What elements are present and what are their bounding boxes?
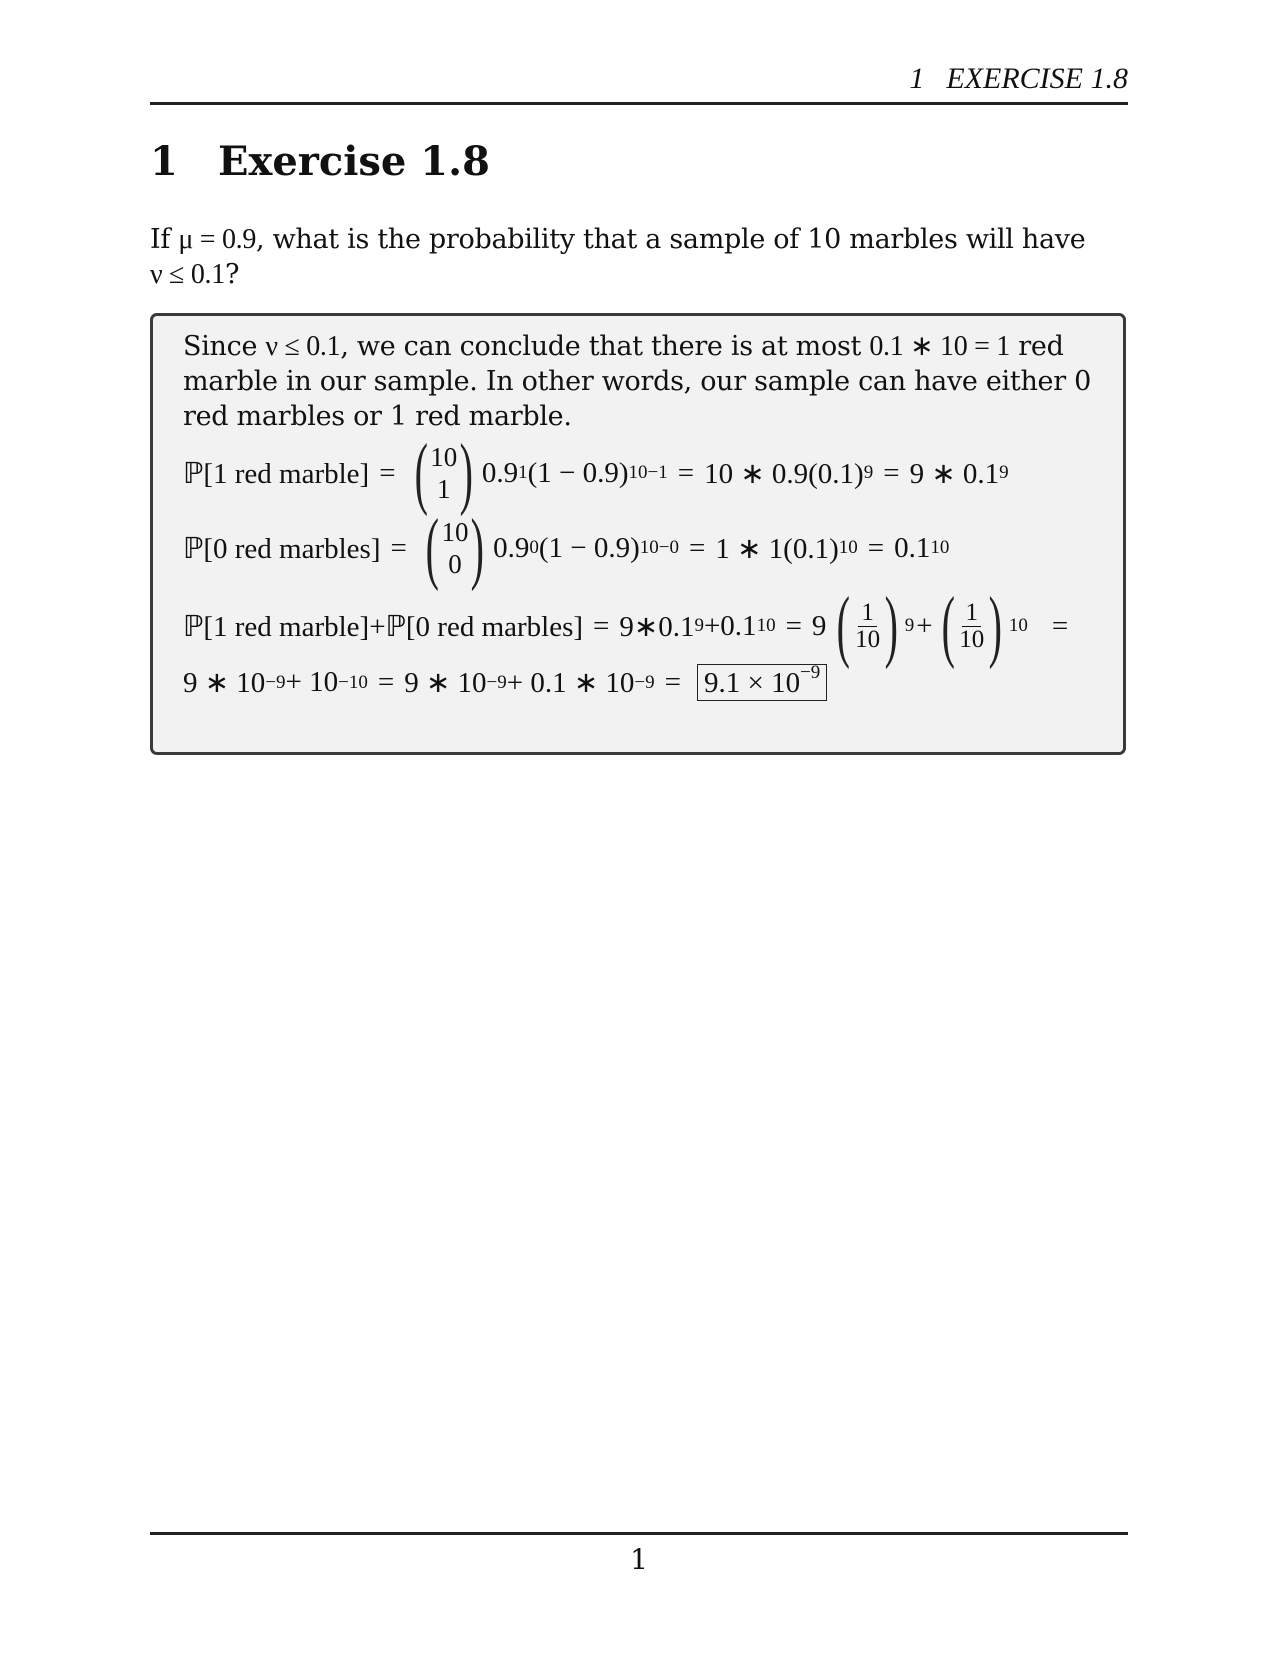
mu-expression: μ = 0.9 xyxy=(178,224,257,255)
binom-bottom: 0 xyxy=(448,549,462,579)
eq3-coef: 9 xyxy=(811,609,827,642)
eq3-term1: 9∗0.1 xyxy=(619,610,695,643)
eq1-mid: 10 ∗ 0.9(0.1) xyxy=(704,457,864,490)
final-answer xyxy=(697,664,827,701)
equals-sign: = xyxy=(379,456,396,489)
intro-part: red marble in our sample. In other words, our sample can have either 0 red marbles or 1 red marble. xyxy=(183,331,1091,432)
running-header xyxy=(150,62,1128,105)
intro-part: , we can conclude that there is at most xyxy=(340,331,870,362)
answer-intro xyxy=(183,329,1103,434)
question-part: ? xyxy=(224,259,240,290)
binomial-coefficient: ( 10 0 ) xyxy=(425,504,485,592)
answer-box xyxy=(150,313,1126,755)
question-text xyxy=(150,222,1130,292)
equation-zero-red: ℙ[0 red marbles] = ( 10 0 ) 0.9 0 (1 − 0.9) 10−0 = 1 ∗ 1(0.1) 10 = 0.1 10 xyxy=(183,504,950,592)
eq2-base: 0.9 xyxy=(493,531,530,564)
section-heading xyxy=(150,138,490,185)
page-number: 1 xyxy=(630,1543,648,1576)
eq2-paren-term: (1 − 0.9) xyxy=(538,531,640,564)
equals-sign: = xyxy=(377,666,395,698)
equals-sign: = xyxy=(390,531,407,564)
frac-numerator: 1 xyxy=(962,600,981,627)
question-part: , what is the probability that a sample of 10 marbles will have xyxy=(256,224,1086,255)
equation-final: 9 ∗ 10 −9 + 10 −10 = 9 ∗ 10 −9 + 0.1 ∗ 10 −9 = $9.1 \times 10^{-9}$ xyxy=(183,664,827,701)
binomial-coefficient: ( 10 1 ) xyxy=(414,429,474,517)
eq4-c: 9 ∗ 10 xyxy=(404,667,487,699)
eq2-lhs: ℙ[0 red marbles] xyxy=(183,532,381,565)
eq2-mid: 1 ∗ 1(0.1) xyxy=(715,532,839,565)
eq3-lhs: ℙ[1 red marble]+ℙ[0 red marbles] xyxy=(183,610,584,643)
fraction xyxy=(855,600,880,653)
eq4-a: 9 ∗ 10 xyxy=(183,667,266,699)
final-answer-exp: −9 xyxy=(800,662,821,683)
equals-sign: = xyxy=(689,531,706,564)
eq1-paren-term: (1 − 0.9) xyxy=(527,456,629,489)
plus-sign: + xyxy=(916,609,933,642)
equals-sign: = xyxy=(664,666,681,698)
fraction xyxy=(959,600,984,653)
eq1-lhs: ℙ[1 red marble] xyxy=(183,457,370,490)
eq4-b: + 10 xyxy=(285,666,339,698)
question-part: If xyxy=(150,224,179,255)
header-number: 1 xyxy=(909,62,925,95)
eq1-rhs: 9 ∗ 0.1 xyxy=(909,457,1000,490)
section-number: 1 xyxy=(150,138,178,185)
eq2-rhs: 0.1 xyxy=(894,531,931,564)
binom-top: 10 xyxy=(441,517,469,547)
eq3-term2: +0.1 xyxy=(703,609,757,642)
equals-sign: = xyxy=(677,456,695,489)
nu-expression: ν ≤ 0.1 xyxy=(150,259,225,290)
equals-sign: = xyxy=(867,531,885,564)
equation-sum: ℙ[1 red marble]+ℙ[0 red marbles] = 9∗0.1 9 +0.1 10 = 9 ( $\frac{1}{10}$ ) 9 + ( $\frac{1}{10}$ ) 10 = xyxy=(183,582,1069,670)
header-title: EXERCISE 1.8 xyxy=(946,62,1128,95)
equation-one-red: ℙ[1 red marble] = ( 10 1 ) 0.9 1 (1 − 0.9) 10−1 = 10 ∗ 0.9(0.1) 9 = 9 ∗ 0.1 9 xyxy=(183,429,1009,517)
equals-sign: = xyxy=(593,609,610,642)
eq1-base: 0.9 xyxy=(481,456,519,489)
frac-numerator: 1 xyxy=(858,600,877,627)
binom-top: 10 xyxy=(430,442,458,472)
eq4-d: + 0.1 ∗ 10 xyxy=(506,667,635,699)
frac-denominator: 10 xyxy=(959,625,985,653)
final-answer-value: 9.1 × 10 xyxy=(703,667,801,699)
equals-sign: = xyxy=(785,609,802,642)
equals-sign: = xyxy=(883,456,900,489)
binom-bottom: 1 xyxy=(436,474,451,504)
section-title-text: Exercise 1.8 xyxy=(218,138,490,185)
equals-sign: = xyxy=(1051,609,1069,642)
frac-denominator: 10 xyxy=(855,625,881,653)
intro-math: 0.1 ∗ 10 = 1 xyxy=(869,331,1010,362)
page-footer xyxy=(150,1532,1128,1576)
intro-nu-math: ν ≤ 0.1 xyxy=(265,331,341,362)
intro-part: Since xyxy=(183,331,266,362)
